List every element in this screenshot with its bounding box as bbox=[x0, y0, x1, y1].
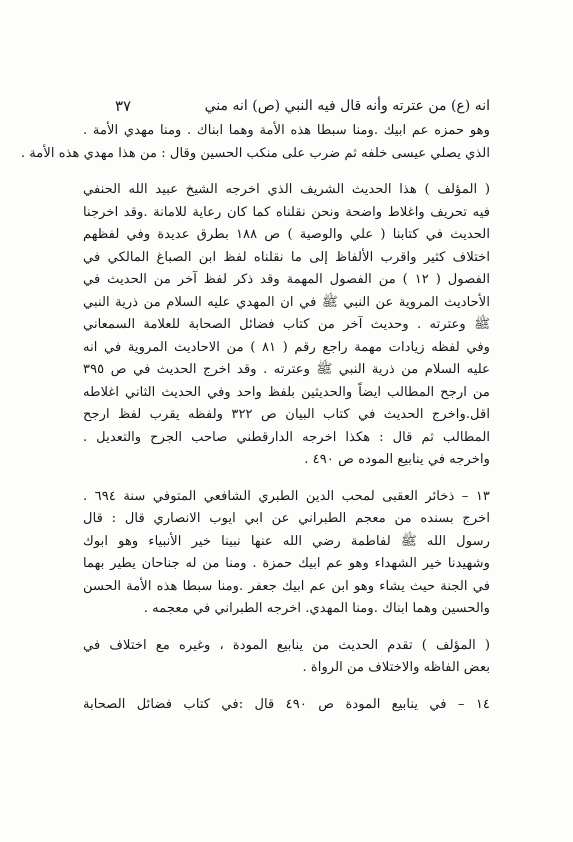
paragraph bbox=[83, 486, 490, 621]
page-number: ٣٧ bbox=[115, 97, 132, 115]
text-line: رسول الله ﷺ لفاطمة رضي الله عنها نبينا خير الأنبياء وهو ابوك bbox=[83, 533, 490, 549]
text-line: اخرج بسنده من معجم الطبراني عن ابي ايوب الانصاري قال : قال bbox=[83, 511, 490, 526]
text-line: ﷺ وعترته . وحديث آخر من كتاب فضائل الصحابة للعلامة السمعاني bbox=[83, 317, 490, 332]
paragraph bbox=[20, 120, 490, 165]
text-line: اقل.واخرج الحديث في كتاب البيان ص ٣٢٢ ولفظه يقرب لفظ ارجح bbox=[83, 407, 490, 422]
paragraph bbox=[83, 635, 490, 680]
text-line: ١٣ – ذخائر العقبى لمحب الدين الطبري الشافعي المتوفي سنة ٦٩٤ . bbox=[83, 488, 490, 504]
text-line: بعض الفاظه والاختلاف من الرواة . bbox=[302, 660, 490, 675]
text-line: الفصول ( ١٢ ) من الفصول المهمة وقد ذكر لفظ آخر من الحديث في bbox=[83, 272, 490, 287]
page-header bbox=[115, 94, 490, 118]
text-line: ( المؤلف ) هذا الحديث الشريف الذي اخرجه الشيخ عبيد الله الحنفي bbox=[83, 182, 490, 197]
text-line: وهو حمزه عم ابيك .ومنا سبطا هذه الأمة وهما ابناك . ومنا مهدي الأمة . bbox=[83, 123, 490, 138]
text-line: عليه السلام من ذرية النبي ﷺ وعترته . وقد اخرج الحديث في ص ٣٩٥ bbox=[83, 362, 490, 377]
text-line: والحسين وهما ابناك .ومنا المهدي. اخرجه الطبراني في معجمه . bbox=[143, 601, 490, 616]
text-line: الذي يصلي عيسى خلفه ثم ضرب على منكب الحسين وقال : من هذا مهدي هذه الأمة . bbox=[20, 145, 490, 161]
text-line: من ارجح المطالب ايضاً والحديثين بلفظ واحد وفي الحديث الثاني اغلاطه bbox=[83, 384, 490, 400]
paragraph bbox=[83, 179, 490, 472]
text-line: الحديث في كتابنا ( علي والوصية ) ص ١٨٨ بطرق عديدة وفي لفظهم bbox=[83, 227, 490, 242]
text-line: ( المؤلف ) تقدم الحديث من ينابيع المودة ، وغيره مع اختلاف في bbox=[83, 637, 490, 653]
paragraph bbox=[83, 694, 490, 717]
page-body bbox=[20, 120, 491, 716]
text-line: وشهيدنا خير الشهداء وهو عم ابيك حمزة . ومنا من له جناحان يطير بهما bbox=[83, 556, 490, 571]
text-line: الأحاديث المروية عن النبي ﷺ في ان المهدي عليه السلام من ذرية النبي bbox=[83, 294, 490, 310]
text-line: واخرجه في ينابيع الموده ص ٤٩٠ . bbox=[304, 452, 490, 467]
text-line: ١٤ – في ينابيع المودة ص ٤٩٠ قال :في كتاب فضائل الصحابة bbox=[83, 696, 490, 712]
text-line: وفي لفظه زيادات مهمة راجع رقم ( ٨١ ) من الاحاديث المروية في انه bbox=[83, 339, 491, 355]
text-line: في الجنة حيث يشاء وهو ابن عم ابيك جعفر .ومنا سبطا هذه الأمة الحسن bbox=[83, 578, 490, 594]
text-line: المطالب ثم قال : هكذا اخرجه الدارقطني صاحب الجرح والتعديل . bbox=[83, 429, 490, 445]
text-line: اختلاف كثير واقرب الألفاظ إلى ما نقلناه لفظ ابن الصباغ المالكي في bbox=[83, 249, 490, 265]
text-line: فيه تحريف واغلاط واضحة ونحن نقلناه كما كان رعاية للامانة .وقد اخرجنا bbox=[83, 204, 490, 220]
running-title: انه (ع) من عترته وأنه قال فيه النبي (ص) انه مني bbox=[204, 98, 490, 114]
